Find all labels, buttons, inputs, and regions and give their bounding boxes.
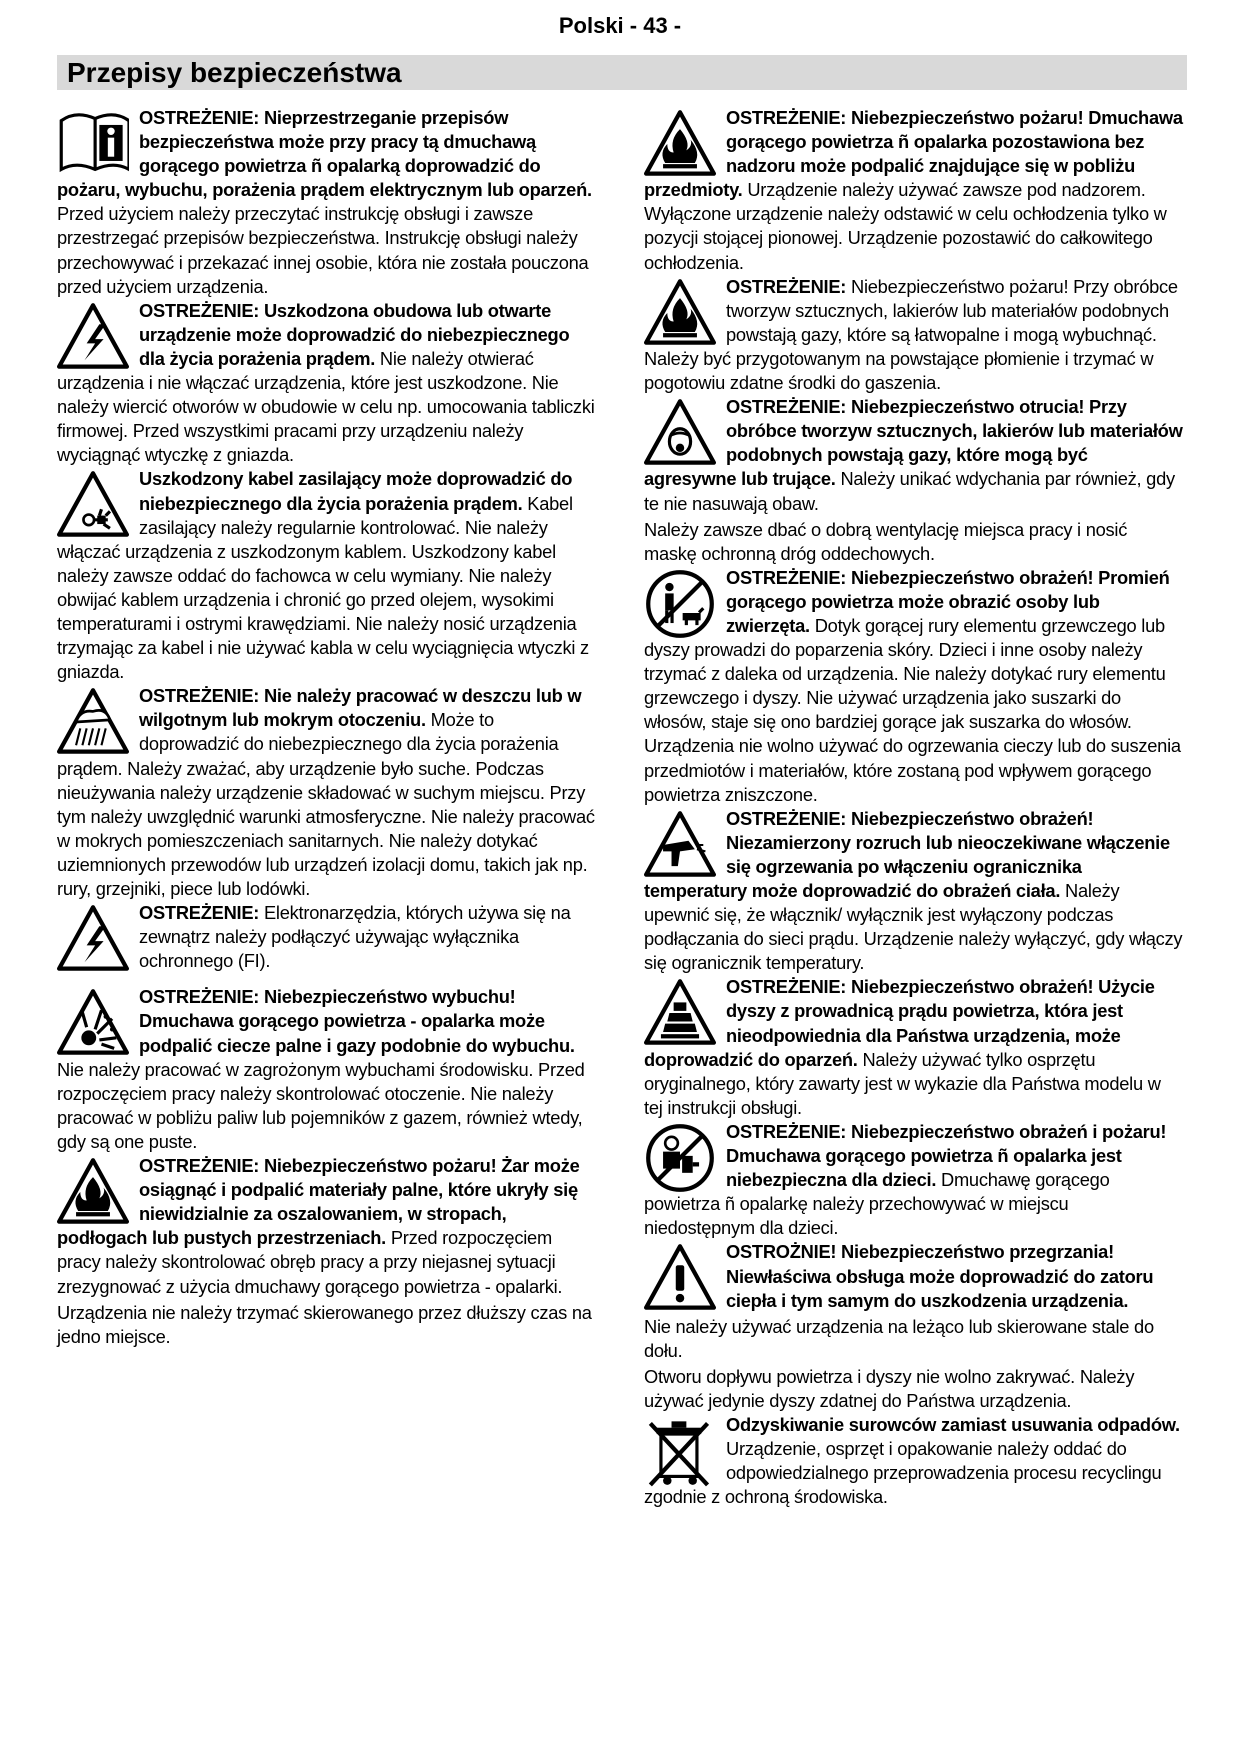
section-title: Przepisy bezpieczeństwa <box>57 55 1187 90</box>
fire-warning-icon <box>644 275 726 347</box>
fire-warning-icon <box>644 106 726 178</box>
warning-block <box>644 275 1184 395</box>
read-manual-icon <box>57 106 139 178</box>
warning-text: Elektronarzędzia, których używa się na zewnątrz należy podłączyć używając wyłącznika ochronnego (FI). <box>139 902 571 972</box>
warning-text: Urządzenie, osprzęt i opakowanie należy oddać do odpowiedzialnego przeprowadzenia procesu recyclingu zgodnie z ochroną środowiska. <box>644 1438 1162 1508</box>
no-people-animals-icon <box>644 566 726 638</box>
warning-block <box>644 807 1184 976</box>
warning-block <box>57 985 597 1154</box>
warning-text: Przed użyciem należy przeczytać instrukcję obsługi i zawsze przestrzegać przepisów bezpieczeństwa. Instrukcję obsługi należy przechowywać i przekazać innej osobie, która nie została pouczona przed użyciem urządzenia. <box>57 203 589 297</box>
warning-text: Należy upewnić się, że włącznik/ wyłącznik jest wyłączony podczas podłączania do sieci prądu. Urządzenie należy wyłączyć, gdy włączy się ogranicznik temperatury. <box>644 880 1183 974</box>
warning-lead: Odzyskiwanie surowców zamiast usuwania odpadów. <box>726 1414 1180 1436</box>
warning-block <box>57 1154 597 1349</box>
warning-paragraph <box>644 1365 1184 1413</box>
warning-lead: Uszkodzony kabel zasilający może doprowadzić do niebezpiecznego dla życia porażenia prądem. <box>139 468 573 514</box>
warning-text: Dotyk gorącej rury elementu grzewczego lub dyszy prowadzi do poparzenia skóry. Dzieci i inne osoby należy trzymać z daleka od urządzenia. Nie należy dotykać rury elementu grzewczego i dyszy. Nie używać urządzenia jako suszarki do włosów, staje się ono bardziej gorące jak suszarka do włosów. Urządzenia nie wolno używać do ogrzewania cieczy lub do suszenia przedmiotów i materiałów, które zostaną pod wpływem gorącego powietrza zniszczone. <box>644 614 1181 805</box>
warning-block <box>57 467 597 684</box>
warning-lead: OSTREŻENIE: Uszkodzona obudowa lub otwarte urządzenie może doprowadzić do niebezpiecznego dla życia porażenia prądem. <box>139 299 570 369</box>
page-header: Polski - 43 - <box>558 13 682 38</box>
warning-lead: OSTREŻENIE: Niebezpieczeństwo otrucia! Przy obróbce tworzyw sztucznych, lakierów lub materiałów podobnych powstają gazy, które mogą być agresywne lub trujące. <box>644 396 1183 490</box>
crossed-bin-icon <box>644 1413 726 1485</box>
respirator-warning-icon <box>644 395 726 467</box>
warning-lead: OSTREŻENIE: <box>726 275 847 297</box>
warning-block <box>644 566 1184 807</box>
warning-text: Urządzenie należy używać zawsze pod nadzorem. Wyłączone urządzenie należy odstawić w celu ochłodzenia tylko w pozycji stojącej pionowej. Urządzenie pozostawić do całkowitego ochłodzenia. <box>644 179 1167 273</box>
warning-text: Dmuchawę gorącego powietrza ñ opalarkę należy przechowywać w miejscu niedostępnym dla dzieci. <box>644 1169 1110 1239</box>
warning-text: Należy unikać wdychania par również, gdy te nie nasuwają obaw. <box>644 468 1175 514</box>
warning-lead: OSTROŻNIE! Niebezpieczeństwo przegrzania! Niewłaściwa obsługa może doprowadzić do zatoru ciepła i tym samym do uszkodzenia urządzenia. <box>726 1241 1154 1311</box>
warning-text: Nie należy otwierać urządzenia i nie włączać urządzenia, które jest uszkodzone. Nie należy wiercić otworów w obudowie w celu np. umocowania tabliczki firmowej. Przed wszystkimi pracami przy urządzeniu należy wyciągnąć wtyczkę z gniazda. <box>57 347 595 466</box>
electric-shock-warning-icon <box>57 901 139 973</box>
warning-text: Niebezpieczeństwo pożaru! Przy obróbce tworzyw sztucznych, lakierów lub materiałów podobnych powstają gazy, które są łatwopalne i mogą wybuchnąć. Należy być przygotowanym na powstające płomienie i trzymać w pogotowiu zdatne środki do gaszenia. <box>644 275 1178 394</box>
warning-lead: OSTREŻENIE: Nie należy pracować w deszczu lub w wilgotnym lub mokrym otoczeniu. <box>139 685 582 731</box>
warning-block <box>644 1120 1184 1240</box>
no-children-icon <box>644 1120 726 1192</box>
warning-text: Otworu dopływu powietrza i dyszy nie wolno zakrywać. Należy używać jedynie dyszy zdatnej do Państwa urządzenia. <box>644 1365 1135 1411</box>
warning-lead: OSTREŻENIE: Niebezpieczeństwo obrażeń! Niezamierzony rozruch lub nieoczekiwane włączenie się ogrzewania po włączeniu ogranicznika temperatury może doprowadzić do obrażeń ciała. <box>644 807 1170 901</box>
damaged-cable-warning-icon <box>57 467 139 539</box>
warning-lead: OSTREŻENIE: Niebezpieczeństwo pożaru! Dmuchawa gorącego powietrza ñ opalarka pozostawiona bez nadzoru może podpalić znajdujące się w pobliżu przedmioty. <box>644 107 1183 201</box>
warning-lead: OSTREŻENIE: Niebezpieczeństwo obrażeń! Użycie dyszy z prowadnicą prądu powietrza, która jest nieodpowiednia dla Państwa urządzenia, może doprowadzić do oparzeń. <box>644 976 1155 1070</box>
warning-block <box>57 901 597 973</box>
warning-text: Nie należy używać urządzenia na leżąco lub skierowane stale do dołu. <box>644 1315 1154 1361</box>
warning-block <box>644 106 1184 275</box>
warning-text: Nie należy pracować w zagrożonym wybuchami środowisku. Przed rozpoczęciem pracy należy skontrolować otoczenie. Nie należy pracować w pobliżu paliw lub pojemników z gazem, również wtedy, gdy są one puste. <box>57 1058 585 1152</box>
warning-paragraph <box>644 518 1184 566</box>
warning-text: Należy zawsze dbać o dobrą wentylację miejsca pracy i nosić maskę ochronną dróg oddechowych. <box>644 518 1128 564</box>
warning-lead: OSTREŻENIE: Niebezpieczeństwo wybuchu! Dmuchawa gorącego powietrza - opalarka może podpalić ciecze palne i gazy podobnie do wybuchu. <box>139 986 575 1056</box>
warning-text: Może to doprowadzić do niebezpiecznego dla życia porażenia prądem. Należy zważać, aby urządzenie było suche. Podczas nieużywania należy urządzenie składować w suchym miejscu. Przy tym należy uwzględnić warunki atmosferyczne. Nie należy pracować w mokrych pomieszczeniach sanitarnych. Nie należy dotykać uziemnionych przewodów lub urządzeń izolacji domu, takich jak np. rury, grzejniki, piece lub lodówki. <box>57 709 595 899</box>
warning-block <box>644 1240 1184 1413</box>
warning-lead: OSTREŻENIE: Niebezpieczeństwo pożaru! Żar może osiągnąć i podpalić materiały palne, które ukryły się niewidzialnie za oszalowaniem, w stropach, podłogach lub pustych przestrzeniach. <box>57 1155 580 1249</box>
heat-gun-warning-icon <box>644 807 726 879</box>
warning-paragraph <box>644 1315 1184 1363</box>
warning-block <box>57 684 597 901</box>
warning-block <box>644 1413 1184 1509</box>
warning-paragraph <box>57 1301 597 1349</box>
explosion-warning-icon <box>57 985 139 1057</box>
left-column <box>57 106 597 1349</box>
warning-lead: OSTREŻENIE: Niebezpieczeństwo obrażeń i pożaru! Dmuchawa gorącego powietrza ñ opalarka jest niebezpieczna dla dzieci. <box>726 1120 1167 1191</box>
nozzle-warning-icon <box>644 975 726 1047</box>
warning-block <box>57 299 597 468</box>
warning-lead: OSTREŻENIE: Nieprzestrzeganie przepisów bezpieczeństwa może przy pracy tą dmuchawą gorącego powietrza ñ opalarką doprowadzić do pożaru, wybuchu, porażenia prądem elektrycznym lub oparzeń. <box>57 107 592 201</box>
caution-icon <box>644 1240 726 1312</box>
fire-warning-icon <box>57 1154 139 1226</box>
warning-block <box>57 106 597 299</box>
right-column <box>644 106 1184 1509</box>
warning-lead: OSTREŻENIE: <box>139 902 260 924</box>
warning-text: Przed rozpoczęciem pracy należy skontrolować obręb pracy a przy niejasnej sytuacji zrezygnować z użycia dmuchawy gorącego powietrza - opalarki. <box>57 1227 563 1297</box>
warning-block <box>644 395 1184 566</box>
warning-lead: OSTREŻENIE: Niebezpieczeństwo obrażeń! Promień gorącego powietrza może obrazić osoby lub zwierzęta. <box>726 566 1170 636</box>
rain-warning-icon <box>57 684 139 756</box>
electric-shock-warning-icon <box>57 299 139 371</box>
warning-text: Należy używać tylko osprzętu oryginalnego, który zawarty jest w wykazie dla Państwa modelu w tej instrukcji obsługi. <box>644 1048 1161 1118</box>
warning-text: Kabel zasilający należy regularnie kontrolować. Nie należy włączać urządzenia z uszkodzonym kablem. Uszkodzony kabel należy zawsze oddać do fachowca w celu wymiany. Nie należy obwijać kablem urządzenia i chronić go przed olejem, wysokimi temperaturami i ostrymi krawędziami. Nie należy nosić urządzenia trzymając za kabel i nie używać kabla w celu wyciągnięcia wtyczki z gniazda. <box>57 492 589 683</box>
warning-text: Urządzenia nie należy trzymać skierowanego przez dłuższy czas na jedno miejsce. <box>57 1301 592 1347</box>
warning-block <box>644 975 1184 1120</box>
